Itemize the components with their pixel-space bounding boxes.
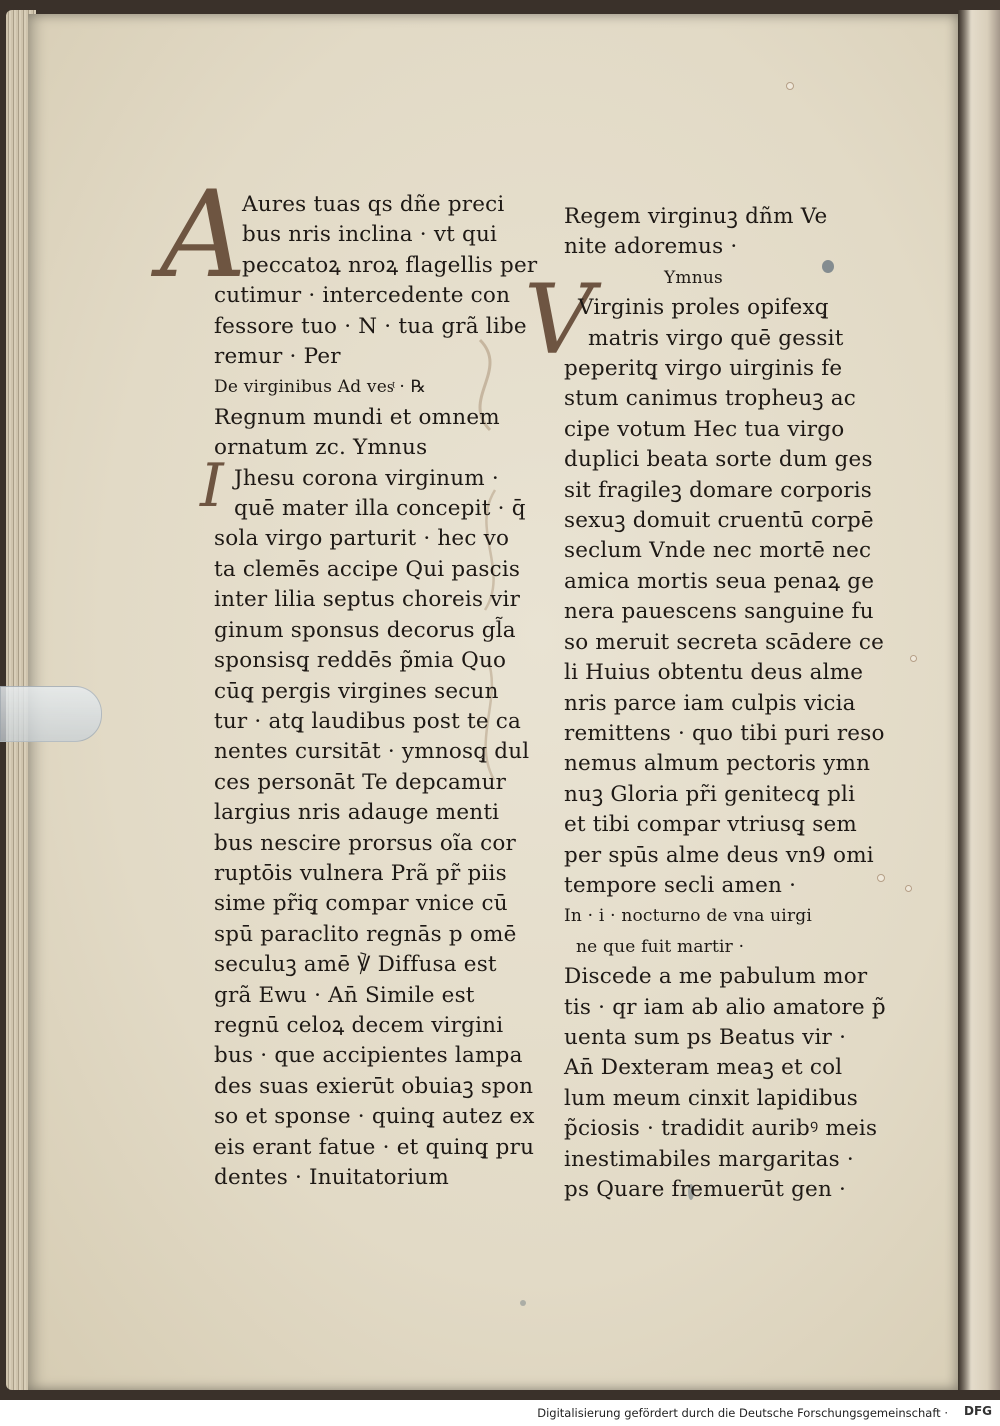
rubric-line: In · i · nocturno de vna uirgi	[564, 906, 812, 927]
paper-hole	[910, 655, 917, 662]
text-line: tempore secli amen ·	[564, 872, 797, 898]
text-line: lum meum cinxit lapidibus	[564, 1085, 858, 1111]
text-line: bus nris inclina · vt qui	[242, 222, 498, 248]
text-line: fessore tuo · N · tua grã libe	[214, 313, 527, 339]
text-line: nris parce iam culpis vicia	[564, 690, 856, 716]
text-line: spū paraclito regnās p omē	[214, 921, 517, 947]
text-line: ornatum zc. Ymnus	[214, 435, 428, 461]
text-line: largius nris adauge menti	[214, 800, 500, 826]
decorated-initial-i: I	[200, 451, 224, 521]
text-line: Regnum mundi et omnem	[214, 404, 500, 430]
text-line: regnū celoꝝ decem virgini	[214, 1012, 504, 1038]
text-line: ces personāt Te depcamur	[214, 769, 507, 795]
text-line: peccatoꝝ nroꝝ flagellis per	[242, 252, 538, 278]
text-line: inestimabiles margaritas ·	[564, 1146, 854, 1172]
rubric-line: ne que fuit martir ·	[576, 936, 745, 957]
text-line: remittens · quo tibi puri reso	[564, 720, 885, 746]
text-line: tur · atq̧ laudibus post te ca	[214, 708, 522, 734]
text-line: nemus almum pectoris ymn	[564, 751, 871, 777]
text-line: Aures tuas qs dñe preci	[242, 192, 505, 217]
text-line: bus nescire prorsus oĩa cor	[214, 830, 516, 856]
text-line: stum canimus tropheuꝫ ac	[564, 386, 856, 412]
paper-hole	[905, 885, 912, 892]
footer-bar	[0, 1400, 1000, 1426]
text-line: ruptōis vulnera Prã pr̃ piis	[214, 860, 507, 886]
text-line: matris virgo quē gessit	[588, 325, 844, 351]
text-line: sponsisq̧ reddēs p̃mia Quo	[214, 648, 507, 674]
text-line: sime pr̃iq̧ compar vnice cū	[214, 891, 508, 917]
text-line: nera pauescens sanguine fu	[564, 599, 874, 625]
text-line: p̃ciosis · tradidit auribꝰ meis	[564, 1116, 878, 1142]
left-text-column	[214, 190, 544, 1193]
text-line: Regem virginuꝫ dñm Ve	[564, 204, 828, 229]
text-line: sit fragileꝫ domare corporis	[564, 477, 873, 503]
dfg-logo[interactable]: DFG	[963, 1404, 992, 1418]
text-line: inter lilia septus choreis vir	[214, 587, 521, 613]
text-line: tis · qr iam ab alio amatore p̃	[564, 994, 886, 1020]
text-line: Virginis proles opifexq̧	[578, 295, 829, 321]
text-line: per spūs alme deus vn9 omi	[564, 842, 874, 868]
text-line: cipe votum Hec tua virgo	[564, 416, 845, 442]
text-line: li Huius obtentu deus alme	[564, 660, 864, 686]
text-line: nentes cursitāt · ymnosq̧ dul	[214, 739, 530, 765]
text-line: et tibi compar vtriusq̧ sem	[564, 812, 858, 838]
paper-hole	[786, 82, 794, 90]
text-line: dentes · Inuitatorium	[214, 1165, 449, 1190]
ink-spot	[520, 1300, 526, 1306]
decorated-initial-a: A	[160, 166, 247, 305]
text-line: cūq̧ pergis virgines secun	[214, 678, 499, 704]
spine-shadow	[958, 10, 972, 1390]
text-line: remur · Per	[214, 344, 341, 370]
text-line: eis erant fatue · et quinq̧ pru	[214, 1134, 535, 1160]
text-line: ta clemēs accipe Qui pascis	[214, 556, 521, 582]
text-line: amica mortis seua penaꝝ ge	[564, 568, 875, 594]
text-line: ginum sponsus decorus gl̃a	[214, 617, 516, 643]
funding-notice: Digitalisierung gefördert durch die Deutsche Forschungsgemeinschaft ·	[537, 1406, 948, 1420]
text-line: des suas exierūt obuiaꝫ spon	[214, 1073, 534, 1099]
text-line: Jhesu corona virginum ·	[234, 465, 499, 491]
right-text-column	[564, 202, 884, 1205]
text-line: bus · que accipientes lampa	[214, 1043, 523, 1069]
text-line: seculuꝫ amē ℣ Diffusa est	[214, 952, 497, 978]
text-line: so et sponse · quinq̧ autez ex	[214, 1104, 535, 1130]
text-line: seclum Vnde nec mortē nec	[564, 538, 872, 564]
text-line: nite adoremus ·	[564, 234, 738, 260]
text-line: duplici beata sorte dum ges	[564, 447, 873, 473]
text-line: An̄ Dexteram meaꝫ et col	[564, 1055, 843, 1081]
text-line: Discede a me pabulum mor	[564, 964, 868, 990]
text-line: peperitq̧ virgo uirginis fe	[564, 356, 843, 382]
text-line: so meruit secreta scādere ce	[564, 629, 885, 655]
text-line: sexuꝫ domuit cruentū corpē	[564, 508, 874, 534]
text-line: cutimur · intercedente con	[214, 283, 511, 309]
text-line: nuꝫ Gloria pr̃i genitecq̧ pli	[564, 781, 856, 807]
bookmark-tab	[0, 686, 102, 742]
text-line: grã Ewu · An̄ Simile est	[214, 982, 475, 1008]
rubric-line: Ymnus	[664, 267, 723, 288]
text-line: uenta sum ps Beatus vir ·	[564, 1024, 847, 1050]
text-line: sola virgo parturit · hec vo	[214, 526, 510, 552]
decorated-initial-v: V	[524, 264, 594, 376]
rubric-line: De virginibus Ad vesͭ · ℞	[214, 377, 427, 398]
text-line: quē mater illa concepit · q̄	[234, 496, 526, 522]
text-line: ps Quare fremuerūt gen ·	[564, 1177, 847, 1202]
